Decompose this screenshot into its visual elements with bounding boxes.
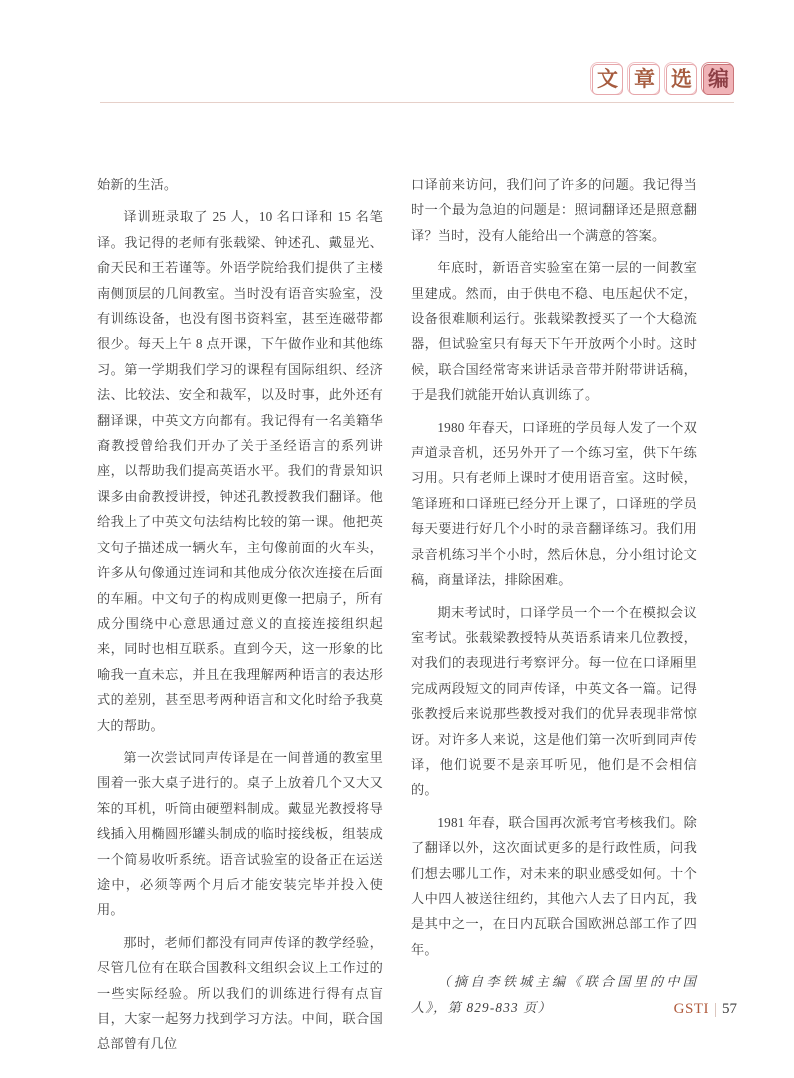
left-column xyxy=(97,172,383,1064)
paragraph: 第一次尝试同声传译是在一间普通的教室里围着一张大桌子进行的。桌子上放着几个又大又笨的耳机，听筒由硬塑料制成。戴显光教授将导线插入用椭圆形罐头制成的临时接线板，组装成一个简易收听系统。语音试验室的设备正在运送途中，必须等两个月后才能安装完毕并投入使用。 xyxy=(97,749,383,918)
page-number: 57 xyxy=(722,1001,737,1017)
page-footer xyxy=(674,1001,737,1018)
citation: （摘自李铁城主编《联合国里的中国人》，第 829-833 页） xyxy=(411,974,697,1015)
stamp-box xyxy=(627,62,660,95)
stamp-box xyxy=(590,62,623,95)
stamp-char: 章 xyxy=(629,64,660,95)
paragraph: 1981 年春，联合国再次派考官考核我们。除了翻译以外，这次面试更多的是行政性质，问我们想去哪儿工作，对未来的职业感受如何。十个人中四人被送往纽约，其他六人去了日内瓦，我是其中之一，在日内瓦联合国欧洲总部工作了四年。 xyxy=(411,814,697,957)
stamp-box xyxy=(664,62,697,95)
header-divider xyxy=(100,102,734,103)
stamp-char: 选 xyxy=(666,64,697,95)
footer-divider xyxy=(715,1003,716,1017)
stamp-box-filled xyxy=(701,62,734,95)
journal-abbr: GSTI xyxy=(673,1001,709,1017)
stamp-char: 文 xyxy=(592,64,623,95)
paragraph: 始新的生活。 xyxy=(97,177,178,192)
paragraph: 1980 年春天，口译班的学员每人发了一个双声道录音机，还另外开了一个练习室，供下午练习用。只有老师上课时才使用语音室。这时候，笔译班和口译班已经分开上课了，口译班的学员每天要进行好几个小时的录音翻译练习。我们用录音机练习半个小时，然后休息，分小组讨论文稿，商量译法，排除困难。 xyxy=(411,419,697,588)
paragraph: 那时，老师们都没有同声传译的教学经验，尽管几位有在联合国教科文组织会议上工作过的一些实际经验。所以我们的训练进行得有点盲目，大家一起努力找到学习方法。中间，联合国总部曾有几位 xyxy=(97,934,383,1052)
paragraph: 口译前来访问，我们问了许多的问题。我记得当时一个最为急迫的问题是：照词翻译还是照意翻译？当时，没有人能给出一个满意的答案。 xyxy=(411,177,697,243)
right-column xyxy=(411,172,697,1064)
stamp-char: 编 xyxy=(703,64,734,95)
header-stamp-title xyxy=(590,62,734,95)
article-body xyxy=(97,172,697,1064)
paragraph: 年底时，新语音实验室在第一层的一间教室里建成。然而，由于供电不稳、电压起伏不定，设备很难顺利运行。张载梁教授买了一个大稳流器，但试验室只有每天下午开放两个小时。这时候，联合国经常寄来讲话录音带并附带讲话稿，于是我们就能开始认真训练了。 xyxy=(411,260,697,403)
paragraph: 译训班录取了 25 人，10 名口译和 15 名笔译。我记得的老师有张载梁、钟述孔、戴显光、俞天民和王若谨等。外语学院给我们提供了主楼南侧顶层的几间教室。当时没有语音实验室，没有训练设备，也没有图书资料室，甚至连磁带都很少。每天上午 8 点开课，下午做作业和其他练习。第一学期我们学习的课程有国际组织、经济法、比较法、安全和裁军，以及时事，此外还有翻译课，中英文方向都有。我记得有一名美籍华裔教授曾给我们开办了关于圣经语言的系列讲座，以帮助我们提高英语水平。我们的背景知识课多由俞教授讲授，钟述孔教授教我们翻译。他给我上了中英文句法结构比较的第一课。他把英文句子描述成一辆火车，主句像前面的火车头，许多从句像通过连词和其他成分依次连接在后面的车厢。中文句子的构成则更像一把扇子，所有成分围绕中心意思通过意义的直接连接组织起来，同时也相互联系。直到今天，这一形象的比喻我一直未忘，并且在我理解两种语言的表达形式的差别，甚至思考两种语言和文化时给予我莫大的帮助。 xyxy=(97,209,383,733)
paragraph: 期末考试时，口译学员一个一个在模拟会议室考试。张载梁教授特从英语系请来几位教授，对我们的表现进行考察评分。每一位在口译厢里完成两段短文的同声传译，中英文各一篇。记得张教授后来说那些教授对我们的优异表现非常惊讶。对许多人来说，这是他们第一次听到同声传译，他们说要不是亲耳听见，他们是不会相信的。 xyxy=(411,604,697,798)
